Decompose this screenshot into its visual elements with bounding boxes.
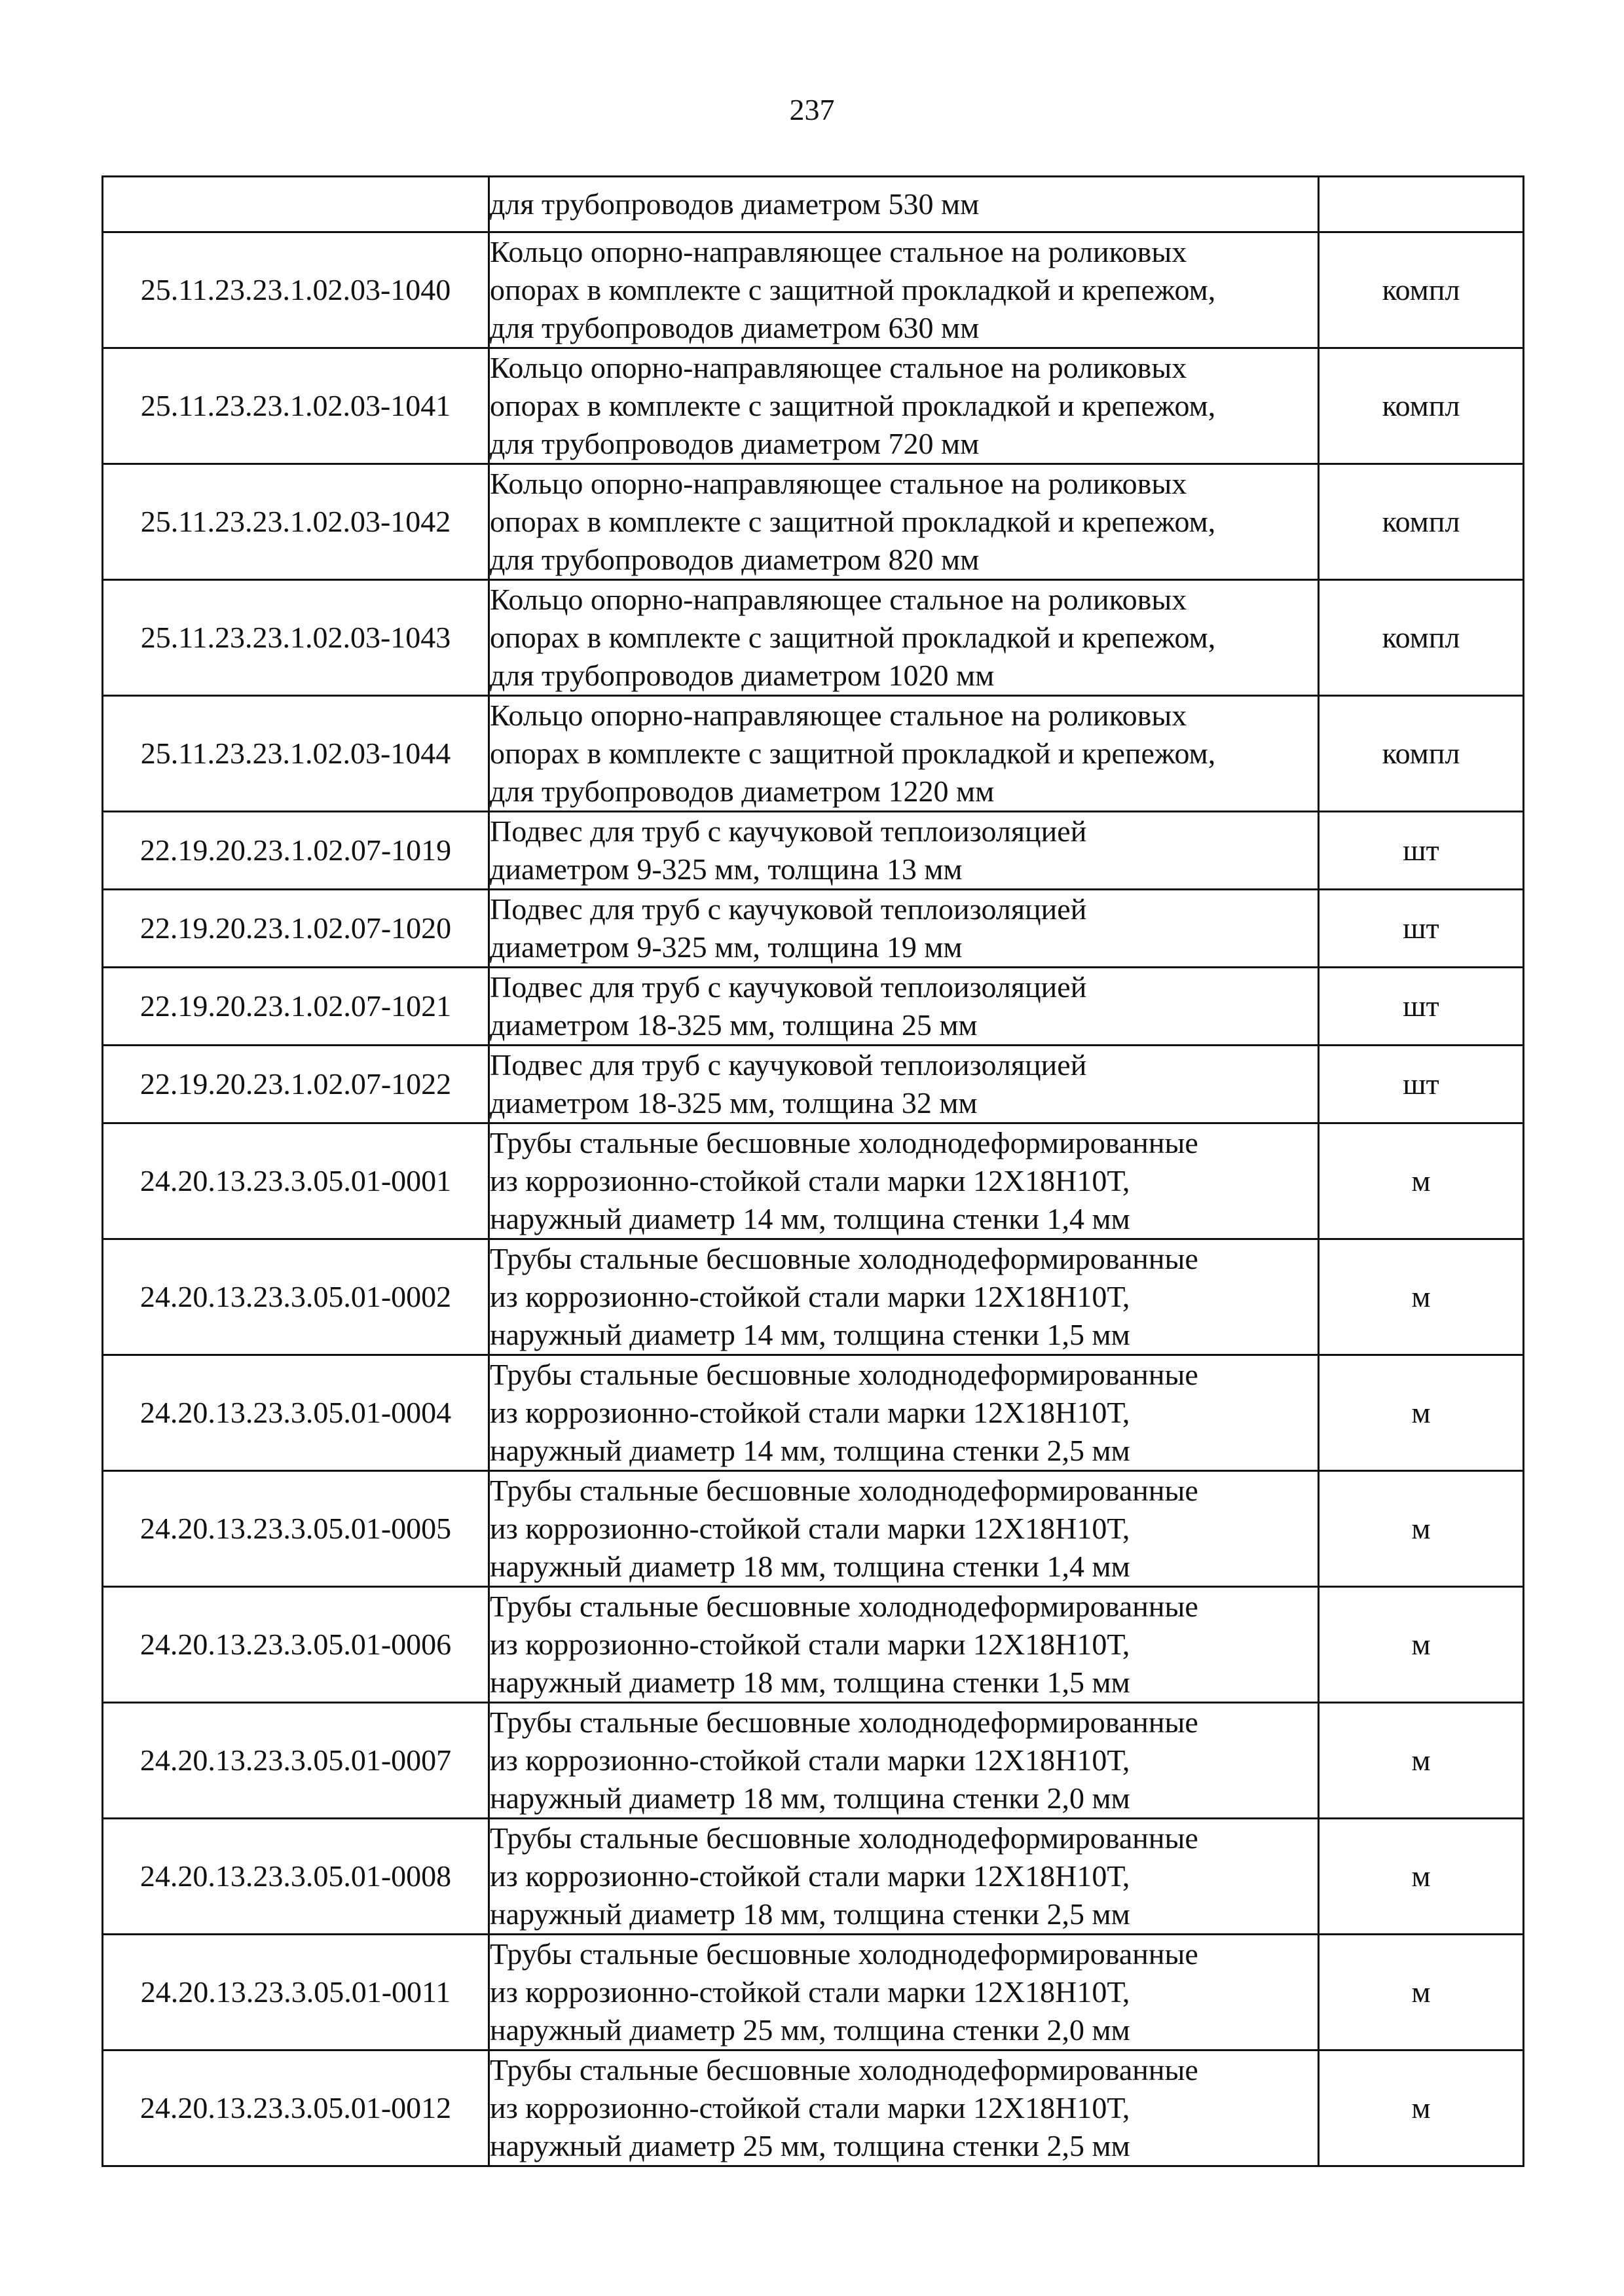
page-number: 237 <box>789 93 835 126</box>
resource-description-cell <box>489 348 1319 464</box>
unit-cell: компл <box>1319 348 1524 464</box>
description-line: Кольцо опорно-направляющее стальное на роликовых <box>490 699 1187 732</box>
unit-cell: м <box>1319 2050 1524 2166</box>
resource-description-cell <box>489 1935 1319 2050</box>
table-row <box>103 1046 1524 1123</box>
resource-description-cell <box>489 1123 1319 1239</box>
resource-description-cell <box>489 696 1319 812</box>
resource-code-cell <box>103 177 489 232</box>
resource-code-cell: 25.11.23.23.1.02.03-1041 <box>103 348 489 464</box>
description-line: наружный диаметр 25 мм, толщина стенки 2,0 мм <box>490 2013 1130 2047</box>
resource-code-cell: 22.19.20.23.1.02.07-1021 <box>103 968 489 1046</box>
description-line: опорах в комплекте с защитной прокладкой и крепежом, <box>490 737 1216 770</box>
resource-code-cell: 24.20.13.23.3.05.01-0001 <box>103 1123 489 1239</box>
resource-description-cell <box>489 1355 1319 1471</box>
unit-cell: м <box>1319 1471 1524 1587</box>
table-row <box>103 812 1524 890</box>
table-row <box>103 464 1524 580</box>
description-line: Трубы стальные бесшовные холоднодеформированные <box>490 1242 1198 1275</box>
resource-code-cell: 24.20.13.23.3.05.01-0006 <box>103 1587 489 1703</box>
resource-table <box>101 175 1524 2167</box>
description-line: диаметром 9-325 мм, толщина 13 мм <box>490 852 963 886</box>
resource-description-cell <box>489 580 1319 696</box>
table-row <box>103 968 1524 1046</box>
description-line: для трубопроводов диаметром 820 мм <box>490 543 980 576</box>
resource-description-cell <box>489 1471 1319 1587</box>
description-line: Кольцо опорно-направляющее стальное на роликовых <box>490 467 1187 500</box>
description-line: для трубопроводов диаметром 720 мм <box>490 427 980 460</box>
description-line: наружный диаметр 18 мм, толщина стенки 2,5 мм <box>490 1897 1130 1931</box>
table-row <box>103 232 1524 348</box>
unit-cell: шт <box>1319 1046 1524 1123</box>
table-row <box>103 177 1524 232</box>
table-row <box>103 1703 1524 1819</box>
description-line: диаметром 9-325 мм, толщина 19 мм <box>490 930 963 964</box>
unit-cell: м <box>1319 1935 1524 2050</box>
description-line: наружный диаметр 18 мм, толщина стенки 2,0 мм <box>490 1781 1130 1815</box>
unit-cell: шт <box>1319 968 1524 1046</box>
description-line: наружный диаметр 14 мм, толщина стенки 2,5 мм <box>490 1434 1130 1467</box>
table-row <box>103 2050 1524 2166</box>
resource-code-cell: 25.11.23.23.1.02.03-1044 <box>103 696 489 812</box>
description-line: Трубы стальные бесшовные холоднодеформированные <box>490 1821 1198 1855</box>
description-line: наружный диаметр 14 мм, толщина стенки 1,5 мм <box>490 1318 1130 1351</box>
unit-cell: м <box>1319 1123 1524 1239</box>
description-line: из коррозионно-стойкой стали марки 12Х18Н10Т, <box>490 1859 1130 1893</box>
resource-description-cell <box>489 812 1319 890</box>
description-line: диаметром 18-325 мм, толщина 32 мм <box>490 1086 978 1120</box>
description-line: Трубы стальные бесшовные холоднодеформированные <box>490 1590 1198 1623</box>
resource-description-cell <box>489 1046 1319 1123</box>
table-row <box>103 1471 1524 1587</box>
description-line: Трубы стальные бесшовные холоднодеформированные <box>490 1358 1198 1391</box>
unit-cell: компл <box>1319 232 1524 348</box>
unit-cell: компл <box>1319 580 1524 696</box>
description-line: из коррозионно-стойкой стали марки 12Х18Н10Т, <box>490 1280 1130 1313</box>
table-row <box>103 1355 1524 1471</box>
resource-description-cell <box>489 968 1319 1046</box>
unit-cell: компл <box>1319 464 1524 580</box>
resource-description-cell <box>489 1239 1319 1355</box>
description-line: из коррозионно-стойкой стали марки 12Х18Н10Т, <box>490 1396 1130 1429</box>
table-row <box>103 890 1524 968</box>
unit-cell: м <box>1319 1703 1524 1819</box>
description-line: наружный диаметр 25 мм, толщина стенки 2,5 мм <box>490 2129 1130 2162</box>
description-line: Кольцо опорно-направляющее стальное на роликовых <box>490 351 1187 384</box>
description-line: Трубы стальные бесшовные холоднодеформированные <box>490 2053 1198 2086</box>
resource-code-cell: 24.20.13.23.3.05.01-0011 <box>103 1935 489 2050</box>
resource-description-cell <box>489 177 1319 232</box>
unit-cell: шт <box>1319 890 1524 968</box>
resource-description-cell <box>489 1819 1319 1935</box>
description-line: наружный диаметр 18 мм, толщина стенки 1,5 мм <box>490 1666 1130 1699</box>
description-line: опорах в комплекте с защитной прокладкой и крепежом, <box>490 621 1216 654</box>
table-row <box>103 1123 1524 1239</box>
description-line: наружный диаметр 18 мм, толщина стенки 1,4 мм <box>490 1550 1130 1583</box>
resource-code-cell: 24.20.13.23.3.05.01-0012 <box>103 2050 489 2166</box>
unit-cell: м <box>1319 1819 1524 1935</box>
table-row <box>103 580 1524 696</box>
description-line: Подвес для труб с каучуковой теплоизоляцией <box>490 892 1087 926</box>
resource-code-cell: 25.11.23.23.1.02.03-1043 <box>103 580 489 696</box>
description-line: опорах в комплекте с защитной прокладкой и крепежом, <box>490 273 1216 306</box>
table-row <box>103 1239 1524 1355</box>
unit-cell: м <box>1319 1239 1524 1355</box>
description-line: для трубопроводов диаметром 1020 мм <box>490 659 995 692</box>
description-line: Кольцо опорно-направляющее стальное на роликовых <box>490 583 1187 616</box>
description-line: из коррозионно-стойкой стали марки 12Х18Н10Т, <box>490 1164 1130 1197</box>
table-row <box>103 1935 1524 2050</box>
resource-code-cell: 24.20.13.23.3.05.01-0008 <box>103 1819 489 1935</box>
unit-cell <box>1319 177 1524 232</box>
description-line: из коррозионно-стойкой стали марки 12Х18Н10Т, <box>490 2091 1130 2124</box>
description-line: из коррозионно-стойкой стали марки 12Х18Н10Т, <box>490 1512 1130 1545</box>
description-line: для трубопроводов диаметром 630 мм <box>490 311 980 344</box>
resource-code-cell: 25.11.23.23.1.02.03-1042 <box>103 464 489 580</box>
resource-code-cell: 24.20.13.23.3.05.01-0002 <box>103 1239 489 1355</box>
description-line: Трубы стальные бесшовные холоднодеформированные <box>490 1937 1198 1971</box>
resource-code-cell: 22.19.20.23.1.02.07-1022 <box>103 1046 489 1123</box>
description-line: опорах в комплекте с защитной прокладкой и крепежом, <box>490 505 1216 538</box>
description-line: Подвес для труб с каучуковой теплоизоляцией <box>490 814 1087 848</box>
resource-code-cell: 24.20.13.23.3.05.01-0004 <box>103 1355 489 1471</box>
description-line: опорах в комплекте с защитной прокладкой и крепежом, <box>490 389 1216 422</box>
resource-code-cell: 22.19.20.23.1.02.07-1020 <box>103 890 489 968</box>
resource-code-cell: 24.20.13.23.3.05.01-0007 <box>103 1703 489 1819</box>
table-row <box>103 1587 1524 1703</box>
description-line: Трубы стальные бесшовные холоднодеформированные <box>490 1705 1198 1739</box>
resource-description-cell <box>489 1587 1319 1703</box>
description-line: Кольцо опорно-направляющее стальное на роликовых <box>490 235 1187 268</box>
resource-code-cell: 25.11.23.23.1.02.03-1040 <box>103 232 489 348</box>
table-body <box>103 177 1524 2166</box>
resource-description-cell <box>489 2050 1319 2166</box>
description-line: для трубопроводов диаметром 530 мм <box>490 187 980 221</box>
description-line: Подвес для труб с каучуковой теплоизоляцией <box>490 1048 1087 1082</box>
description-line: из коррозионно-стойкой стали марки 12Х18Н10Т, <box>490 1628 1130 1661</box>
resource-description-cell <box>489 890 1319 968</box>
description-line: диаметром 18-325 мм, толщина 25 мм <box>490 1008 978 1042</box>
resource-description-cell <box>489 232 1319 348</box>
table-row <box>103 348 1524 464</box>
description-line: Трубы стальные бесшовные холоднодеформированные <box>490 1474 1198 1507</box>
unit-cell: м <box>1319 1355 1524 1471</box>
description-line: наружный диаметр 14 мм, толщина стенки 1,4 мм <box>490 1202 1130 1235</box>
description-line: из коррозионно-стойкой стали марки 12Х18Н10Т, <box>490 1975 1130 2009</box>
unit-cell: компл <box>1319 696 1524 812</box>
description-line: Подвес для труб с каучуковой теплоизоляцией <box>490 970 1087 1004</box>
resource-code-cell: 22.19.20.23.1.02.07-1019 <box>103 812 489 890</box>
description-line: из коррозионно-стойкой стали марки 12Х18Н10Т, <box>490 1743 1130 1777</box>
table-row <box>103 696 1524 812</box>
unit-cell: шт <box>1319 812 1524 890</box>
description-line: Трубы стальные бесшовные холоднодеформированные <box>490 1126 1198 1159</box>
table-row <box>103 1819 1524 1935</box>
resource-description-cell <box>489 1703 1319 1819</box>
resource-code-cell: 24.20.13.23.3.05.01-0005 <box>103 1471 489 1587</box>
resource-description-cell <box>489 464 1319 580</box>
description-line: для трубопроводов диаметром 1220 мм <box>490 774 995 808</box>
unit-cell: м <box>1319 1587 1524 1703</box>
